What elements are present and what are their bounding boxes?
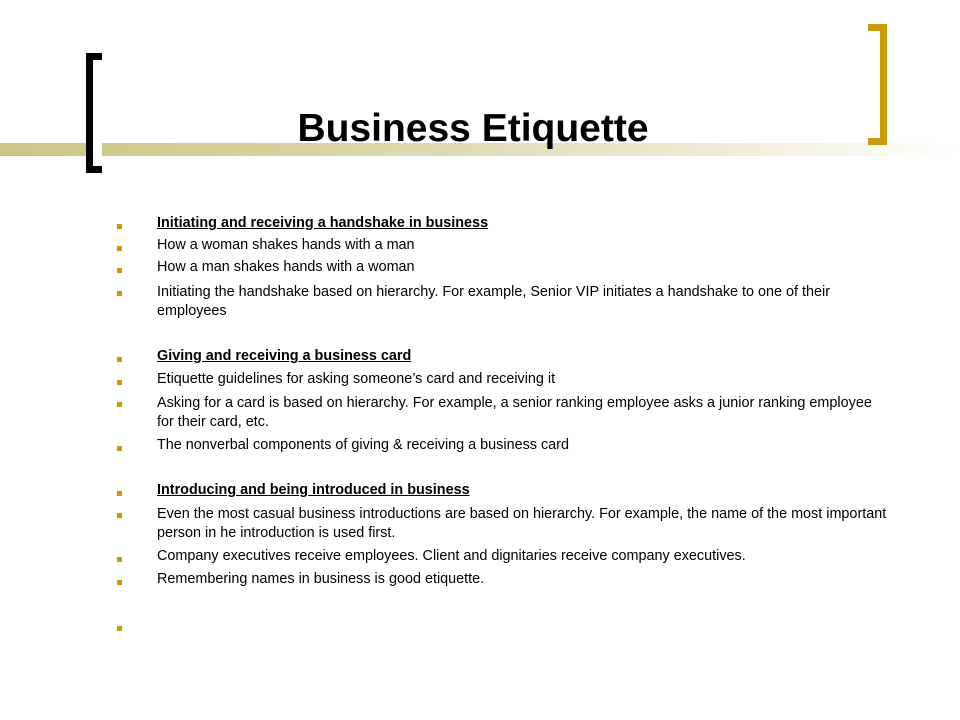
bullet-marker [117, 580, 122, 585]
section-heading-introductions: Introducing and being introduced in business [157, 482, 470, 498]
bullet-marker [117, 402, 122, 407]
list-item: How a man shakes hands with a woman [157, 259, 415, 275]
bullet-marker [117, 557, 122, 562]
bullet-marker [117, 268, 122, 273]
bullet-marker [117, 291, 122, 296]
bullet-marker [117, 246, 122, 251]
bullet-marker [117, 446, 122, 451]
bullet-marker [117, 513, 122, 518]
list-item: Asking for a card is based on hierarchy. For example, a senior ranking employee asks a junior ranking employee for their card, etc. [157, 395, 872, 430]
bullet-marker [117, 357, 122, 362]
list-item: The nonverbal components of giving & receiving a business card [157, 437, 569, 453]
list-item: How a woman shakes hands with a man [157, 237, 415, 253]
list-item: Initiating the handshake based on hierarchy. For example, Senior VIP initiates a handshake to one of their employees [157, 284, 831, 319]
section-heading-business-card: Giving and receiving a business card [157, 348, 412, 364]
slide-title: Business Etiquette [297, 107, 649, 150]
bullet-marker [117, 380, 122, 385]
empty-bullet-marker [117, 626, 122, 631]
list-item: Company executives receive employees. Client and dignitaries receive company executives. [157, 548, 746, 564]
bullet-marker [117, 224, 122, 229]
bullet-marker [117, 491, 122, 496]
section-heading-handshake: Initiating and receiving a handshake in business [157, 215, 489, 231]
list-item: Even the most casual business introductions are based on hierarchy. For example, the name of the most important person in he introduction is used first. [157, 506, 887, 541]
list-item: Remembering names in business is good etiquette. [157, 571, 485, 587]
list-item: Etiquette guidelines for asking someone’s card and receiving it [157, 371, 556, 387]
